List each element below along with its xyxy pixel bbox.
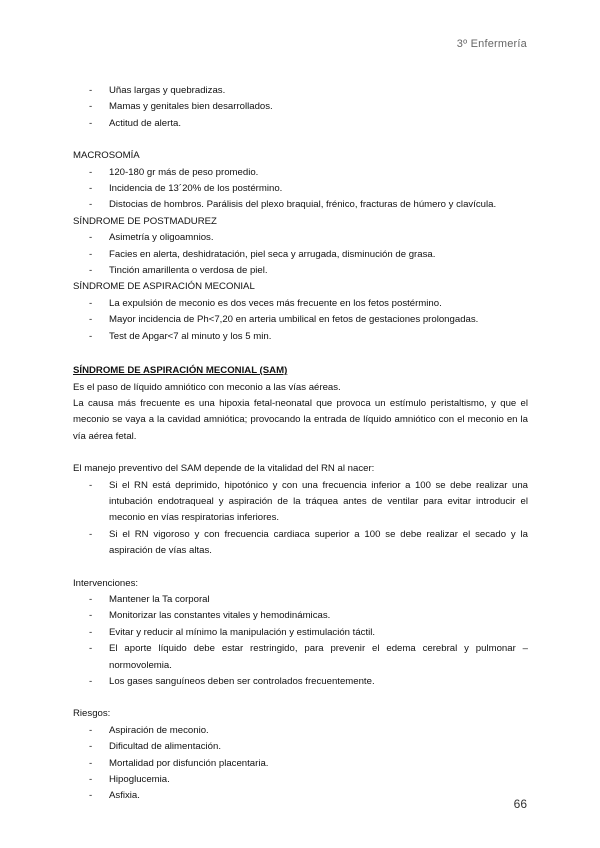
list-item: - Aspiración de meconio. [73, 723, 528, 739]
list-item: - Mamas y genitales bien desarrollados. [73, 99, 528, 115]
list-item: - Test de Apgar<7 al minuto y los 5 min. [73, 329, 528, 345]
list-item: - Los gases sanguíneos deben ser controlados frecuentemente. [73, 674, 528, 690]
list-dash: - [89, 85, 93, 96]
list-dash: - [89, 610, 93, 622]
list-item: - Distocias de hombros. Parálisis del plexo braquial, frénico, fracturas de húmero y clavícula. [73, 197, 528, 213]
list-item: - Mantener la Ta corporal [73, 592, 528, 608]
list-dash: - [89, 101, 93, 113]
list-item: - Si el RN vigoroso y con frecuencia cardiaca superior a 100 se debe realizar el secado y la aspiración de vías altas. [89, 528, 528, 557]
list-item: - Si el RN está deprimido, hipotónico y con una frecuencia inferior a 100 se debe realizar una intubación endotraqueal y aspiración de la tráquea antes de ventilar para evitar introducir el meconio en vías respiratorias inferiores. [89, 479, 528, 524]
list-dash: - [89, 314, 93, 326]
paragraph: La causa más frecuente es una hipoxia fetal-neonatal que provoca un estímulo peristaltismo, y que el meconio se vaya a la cavidad amniótica; provocando la entrada de líquido amniótico con el meconio en la vía aérea fetal. [73, 397, 528, 442]
section-heading: SÍNDROME DE ASPIRACIÓN MECONIAL [73, 281, 255, 293]
section-postmadurez [73, 214, 528, 280]
list-top [73, 83, 528, 132]
list-dash: - [89, 183, 93, 195]
list-item: - La expulsión de meconio es dos veces más frecuente en los fetos postérmino. [73, 296, 528, 312]
section-intervenciones [73, 576, 528, 691]
list-item: - Facies en alerta, deshidratación, piel seca y arrugada, disminución de grasa. [73, 247, 528, 263]
list-item: - Monitorizar las constantes vitales y hemodinámicas. [73, 608, 528, 624]
list-dash: - [89, 643, 93, 655]
list-item: - Incidencia de 13´20% de los postérmino. [73, 181, 528, 197]
section-macrosomia [73, 148, 528, 214]
page-number: 66 [513, 797, 527, 811]
section-heading: Intervenciones: [73, 577, 139, 589]
list-item: - Actitud de alerta. [73, 116, 528, 132]
list-dash: - [89, 724, 93, 736]
paragraph: Es el paso de líquido amniótico con meconio a las vías aéreas. [73, 381, 341, 393]
list-item: - Mayor incidencia de Ph<7,20 en arteria umbilical en fetos de gestaciones prolongadas. [73, 312, 528, 328]
section-heading: SÍNDROME DE POSTMADUREZ [73, 215, 217, 227]
list-item: - 120-180 gr más de peso promedio. [73, 165, 528, 181]
list-item: - El aporte líquido debe estar restringido, para prevenir el edema cerebral y pulmonar –normovolemia. [89, 643, 528, 671]
list-dash: - [89, 248, 93, 260]
section-heading: Riesgos: [73, 708, 111, 720]
list-dash: - [89, 232, 93, 244]
list-item: - Hipoglucemia. [73, 772, 528, 788]
list-item: - Uñas largas y quebradizas. [73, 83, 528, 99]
list-dash: - [89, 741, 93, 753]
section-heading: MACROSOMÍA [73, 150, 140, 162]
page-header: 3º Enfermería [456, 38, 527, 50]
section-riesgos [73, 706, 528, 804]
list-dash: - [89, 330, 93, 342]
list-item: - Mortalidad por disfunción placentaria. [73, 756, 528, 772]
list-dash: - [89, 676, 93, 687]
list-dash: - [89, 297, 93, 309]
list-dash: - [89, 774, 93, 786]
section-sam [73, 363, 528, 559]
list-dash: - [89, 479, 93, 491]
section-aspiracion [73, 279, 528, 345]
list-dash: - [89, 593, 93, 605]
list-item: - Asfixia. [73, 788, 528, 804]
paragraph: El manejo preventivo del SAM depende de la vitalidad del RN al nacer: [73, 463, 375, 475]
section-title: SÍNDROME DE ASPIRACIÓN MECONIAL (SAM) [73, 365, 288, 377]
list-dash: - [89, 626, 93, 638]
list-dash: - [89, 528, 93, 540]
list-dash: - [89, 265, 93, 277]
list-item: - Asimetría y oligoamnios. [73, 230, 528, 246]
list-dash: - [89, 790, 93, 802]
list-dash: - [89, 117, 93, 129]
list-item: - Tinción amarillenta o verdosa de piel. [73, 263, 528, 279]
document-body [73, 83, 528, 805]
list-dash: - [89, 757, 93, 769]
list-item: - Evitar y reducir al mínimo la manipulación y estimulación táctil. [73, 625, 528, 641]
list-item: - Dificultad de alimentación. [73, 739, 528, 755]
list-dash: - [89, 199, 93, 211]
list-dash: - [89, 166, 93, 178]
